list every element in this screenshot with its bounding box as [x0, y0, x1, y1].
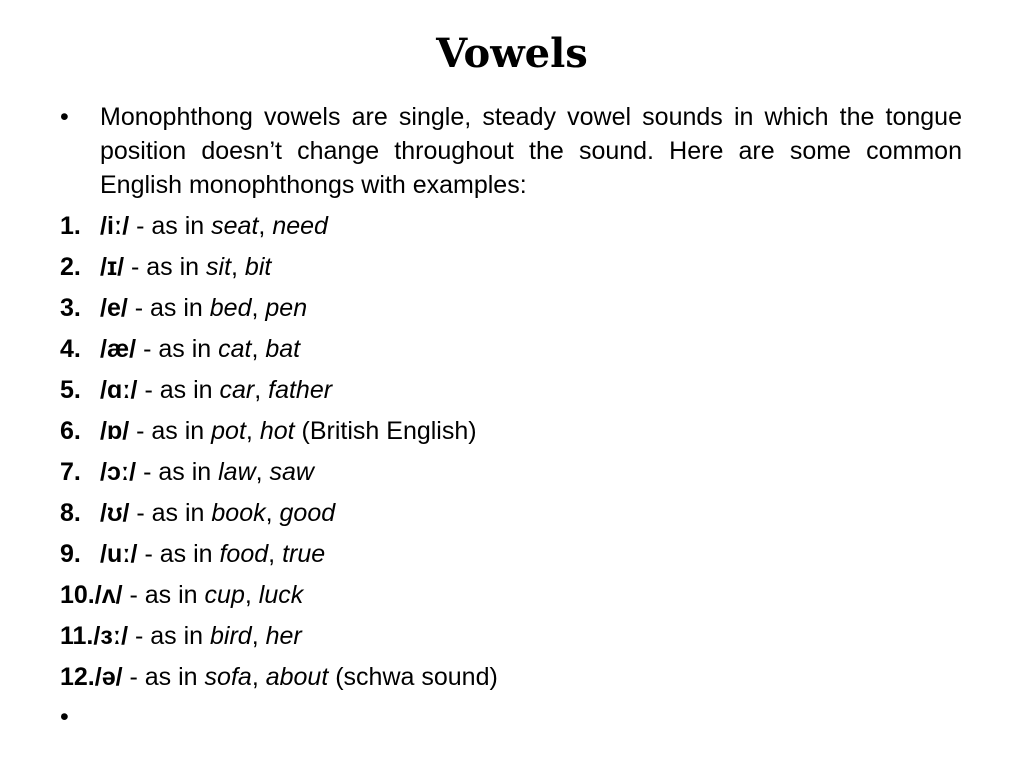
item-separator: - as in	[122, 663, 205, 691]
example-word: food	[219, 540, 269, 568]
item-number: 4.	[60, 335, 81, 363]
item-number: 5.	[60, 376, 81, 404]
list-item	[60, 657, 960, 698]
example-comma: ,	[251, 663, 266, 691]
list-item	[60, 452, 960, 493]
example-comma: ,	[251, 294, 266, 322]
example-word: her	[265, 622, 302, 650]
item-number: 2.	[60, 253, 81, 281]
item-number: 12.	[60, 663, 95, 691]
list-item	[60, 247, 960, 288]
list-item	[60, 575, 960, 616]
bullet-icon: •	[60, 103, 69, 131]
item-separator: - as in	[129, 417, 212, 445]
example-comma: ,	[254, 376, 269, 404]
example-word: pot	[211, 417, 246, 445]
item-note: (schwa sound)	[328, 663, 498, 691]
example-word: father	[268, 376, 333, 404]
phonetic-symbol: /ə/	[94, 663, 123, 691]
example-comma: ,	[258, 212, 273, 240]
example-word: pen	[265, 294, 308, 322]
item-number: 6.	[60, 417, 81, 445]
example-comma: ,	[251, 335, 266, 363]
item-number: 8.	[60, 499, 81, 527]
list-item	[60, 493, 960, 534]
item-separator: - as in	[127, 294, 210, 322]
example-word: bit	[244, 253, 272, 281]
item-separator: - as in	[136, 458, 219, 486]
empty-bullet-icon: •	[60, 703, 69, 731]
list-item	[60, 329, 960, 370]
list-item	[60, 616, 960, 657]
phonetic-symbol: /æ/	[100, 335, 137, 363]
phonetic-symbol: /ɜː/	[93, 622, 129, 650]
example-word: bat	[265, 335, 301, 363]
intro-paragraph: Monophthong vowels are single, steady vowel sounds in which the tongue position doesn’t change throughout the sound. Here are some common English monophthongs with examples:	[100, 103, 962, 199]
item-number: 3.	[60, 294, 81, 322]
list-item	[60, 534, 960, 575]
example-word: book	[211, 499, 266, 527]
phonetic-symbol: /ɪ/	[100, 253, 125, 281]
example-comma: ,	[245, 417, 260, 445]
item-number: 1.	[60, 212, 81, 240]
example-word: true	[282, 540, 326, 568]
example-word: bird	[210, 622, 252, 650]
item-number: 11.	[60, 622, 94, 650]
item-separator: - as in	[122, 581, 205, 609]
example-word: need	[272, 212, 328, 240]
example-comma: ,	[255, 458, 270, 486]
phonetic-symbol: /ɒ/	[100, 417, 130, 445]
phonetic-symbol: /iː/	[100, 212, 130, 240]
list-item	[60, 370, 960, 411]
phonetic-symbol: /ʌ/	[94, 581, 123, 609]
item-separator: - as in	[137, 540, 220, 568]
example-word: cat	[218, 335, 252, 363]
item-number: 10.	[60, 581, 95, 609]
item-separator: - as in	[129, 499, 212, 527]
phonetic-symbol: /ʊ/	[100, 499, 130, 527]
example-comma: ,	[231, 253, 245, 281]
item-separator: - as in	[137, 376, 220, 404]
example-comma: ,	[244, 581, 259, 609]
example-word: car	[219, 376, 255, 404]
phonetic-symbol: /ɔː/	[100, 458, 137, 486]
example-word: good	[279, 499, 336, 527]
item-separator: - as in	[124, 253, 207, 281]
item-number: 7.	[60, 458, 81, 486]
monophthong-list	[60, 206, 960, 698]
example-word: saw	[269, 458, 314, 486]
item-separator: - as in	[129, 212, 212, 240]
example-word: bed	[209, 294, 252, 322]
example-comma: ,	[268, 540, 283, 568]
example-word: luck	[258, 581, 304, 609]
phonetic-symbol: /uː/	[100, 540, 138, 568]
example-comma: ,	[265, 499, 280, 527]
phonetic-symbol: /e/	[100, 294, 128, 322]
example-word: sofa	[204, 663, 252, 691]
phonetic-symbol: /ɑː/	[100, 376, 138, 404]
example-word: law	[218, 458, 256, 486]
example-word: seat	[211, 212, 259, 240]
item-note: (British English)	[294, 417, 477, 445]
slide-title: Vowels	[436, 30, 588, 77]
list-item	[60, 206, 960, 247]
example-word: hot	[259, 417, 295, 445]
item-number: 9.	[60, 540, 81, 568]
example-word: about	[265, 663, 329, 691]
item-separator: - as in	[136, 335, 219, 363]
example-comma: ,	[251, 622, 266, 650]
example-word: sit	[206, 253, 232, 281]
item-separator: - as in	[128, 622, 211, 650]
list-item	[60, 288, 960, 329]
example-word: cup	[204, 581, 245, 609]
list-item	[60, 411, 960, 452]
